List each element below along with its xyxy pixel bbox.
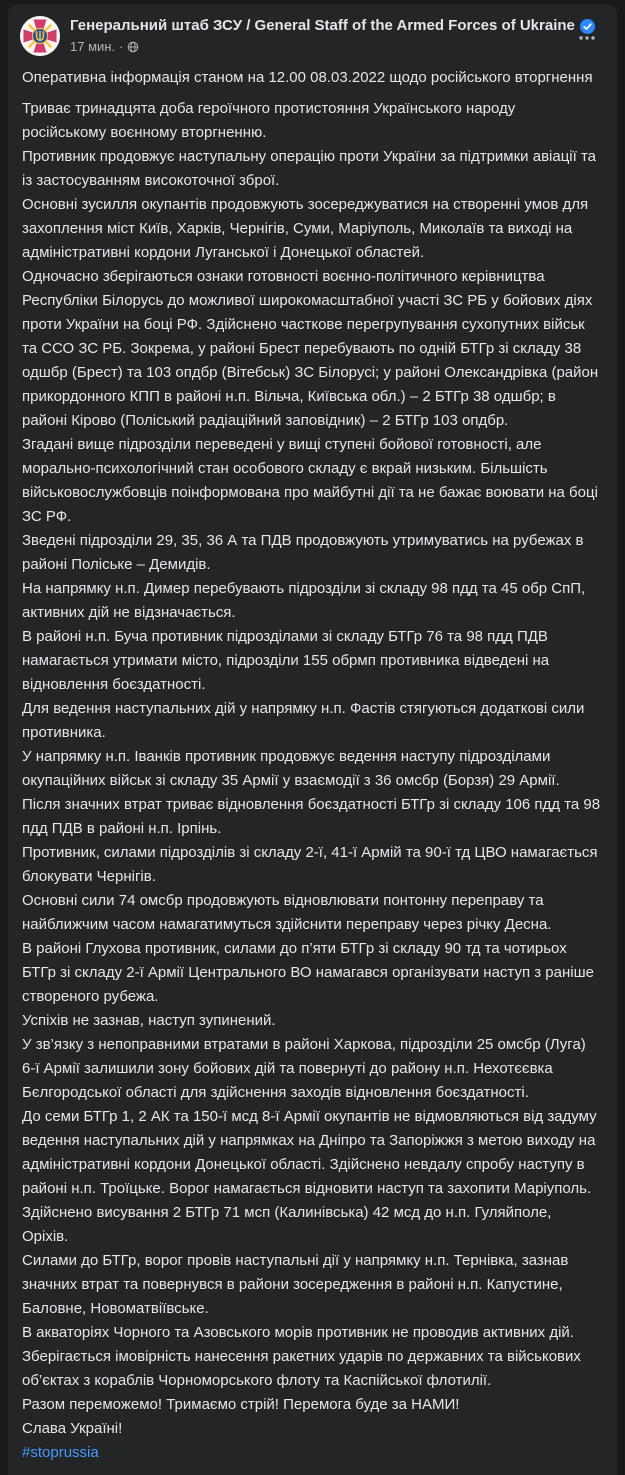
post-paragraph: Успіхів не зазнав, наступ зупинений.	[22, 1012, 276, 1029]
meta-separator: ·	[119, 39, 124, 54]
post-paragraph: Основні сили 74 омсбр продовжують відновлювати понтонну переправу та найближчим часом намагатимуться здійснити переправу через річку Десна.	[22, 892, 552, 933]
general-staff-emblem-icon	[20, 16, 60, 56]
post-card	[8, 4, 617, 1475]
post-paragraph: Слава Україні!	[22, 1420, 123, 1437]
post-header	[8, 4, 617, 58]
post-paragraph: В акваторіях Чорного та Азовського морів противник не проводив активних дій. Зберігається імовірність нанесення ракетних ударів по державних та військових об’єктах з кораблів Чорноморського флоту та Каспійської флотилії.	[22, 1324, 581, 1389]
post-paragraph: Противник продовжує наступальну операцію проти України за підтримки авіації та із застосуванням високоточної зброї.	[22, 148, 597, 189]
post-paragraph: В районі н.п. Буча противник підрозділами зі складу БТГр 76 та 98 пдд ПДВ намагається утримати місто, підрозділи 155 обрмп противника відведені на відновлення боєздатності.	[22, 628, 550, 693]
post-paragraph: Разом переможемо! Тримаємо стрій! Перемога буде за НАМИ!	[22, 1396, 460, 1413]
post-paragraph: У зв’язку з непоправними втратами в районі Харкова, підрозділи 25 омсбр (Луга) 6-ї Армії залишили зону бойових дій та повернуті до району н.п. Нехотєєвка Бєлгородської області для здійснення заходів відновлення боєздатності.	[22, 1036, 586, 1101]
page-name-link[interactable]: Генеральний штаб ЗСУ / General Staff of the Armed Forces of Ukraine	[70, 17, 575, 34]
public-audience-globe-icon	[127, 41, 139, 53]
post-paragraph: Після значних втрат триває відновлення боєздатності БТГр зі складу 106 пдд та 98 пдд ПДВ в районі н.п. Ірпінь.	[22, 796, 601, 837]
post-paragraph: Для ведення наступальних дій у напрямку н.п. Фастів стягуються додаткові сили противника.	[22, 700, 585, 741]
post-paragraph: Противник, силами підрозділів зі складу 2-ї, 41-ї Армій та 90-ї тд ЦВО намагається блокувати Чернігів.	[22, 844, 598, 885]
post-paragraph: Основні зусилля окупантів продовжують зосереджуватися на створенні умов для захоплення міст Київ, Харків, Чернігів, Суми, Маріуполь, Миколаїв та виході на адміністративні кордони Луганської і Донецької областей.	[22, 196, 589, 261]
hashtag-link[interactable]: #stoprussia	[22, 1444, 99, 1461]
post-paragraph: Зведені підрозділи 29, 35, 36 А та ПДВ продовжують утримуватись на рубежах в районі Поліське – Демидів.	[22, 532, 584, 573]
timestamp-link[interactable]: 17 мин.	[70, 39, 116, 54]
hashtag-line	[22, 1441, 601, 1465]
post-paragraph: До семи БТГр 1, 2 АК та 150-ї мсд 8-ї Армії окупантів не відмовляються від задуму ведення наступальних дій у напрямках на Дніпро та Запоріжжя з метою виходу на адміністративні кордони Донецької області. Здійснено невдалу спробу наступу в районі н.п. Троїцьке. Ворог намагається відновити наступ та захопити Маріуполь. Здійснено висування 2 БТГр 71 мсп (Калинівська) 42 мсд до н.п. Гуляйполе, Оріхів.	[22, 1108, 597, 1245]
post-paragraph: Триває тринадцята доба героїчного протистояння Українського народу російському воєнному вторгненню.	[22, 100, 516, 141]
header-text	[70, 16, 575, 55]
post-paragraph: На напрямку н.п. Димер перебувають підрозділи зі складу 98 пдд та 45 обр СпП, активних дій не відзначається.	[22, 580, 586, 621]
post-meta	[70, 39, 571, 55]
post-paragraph: В районі Глухова противник, силами до п’яти БТГр зі складу 90 тд та чотирьох БТГр зі складу 2-ї Армії Центрального ВО намагався організувати наступ з раніше створеного рубежа.	[22, 940, 594, 1005]
name-row	[70, 16, 575, 35]
post-paragraph: Оперативна інформація станом на 12.00 08.03.2022 щодо російського вторгнення	[22, 69, 593, 86]
more-options-button[interactable]	[571, 22, 603, 54]
post-paragraph: Згадані вище підрозділи переведені у вищі ступені бойової готовності, але морально-психологічний стан особового складу є вкрай низьким. Більшість військовослужбовців поінформована про майбутні дії та не бажає воювати на боці ЗС РФ.	[22, 436, 598, 525]
more-options-dots-icon	[577, 28, 597, 48]
post-body	[8, 58, 617, 1465]
post-paragraph: У напрямку н.п. Іванків противник продовжує ведення наступу підрозділами окупаційних військ зі складу 35 Армії у взаємодії з 36 омсбр (Борзя) 29 Армії.	[22, 748, 560, 789]
post-paragraph: Силами до БТГр, ворог провів наступальні дії у напрямку н.п. Тернівка, зазнав значних втрат та повернувся в райони зосередження в районі н.п. Капустине, Баловне, Новоматвіївське.	[22, 1252, 569, 1317]
avatar[interactable]	[20, 16, 60, 56]
post-paragraph: Одночасно зберігаються ознаки готовності воєнно-політичного керівництва Республіки Білорусь до можливої широкомасштабної участі ЗС РБ у бойових діях проти України на боці РФ. Здійснено часткове перегрупування сухопутних військ та ССО ЗС РБ. Зокрема, у районі Брест перебувають по одній БТГр зі складу 38 одшбр (Брест) та 103 опдбр (Вітебськ) ЗС Білорусі; у районі Олександрівка (район прикордонного КПП в районі н.п. Вільча, Київська обл.) – 2 БТГр 38 одшбр; в районі Кірово (Поліський радіаційний заповідник) – 2 БТГр 103 опдбр.	[22, 268, 599, 429]
